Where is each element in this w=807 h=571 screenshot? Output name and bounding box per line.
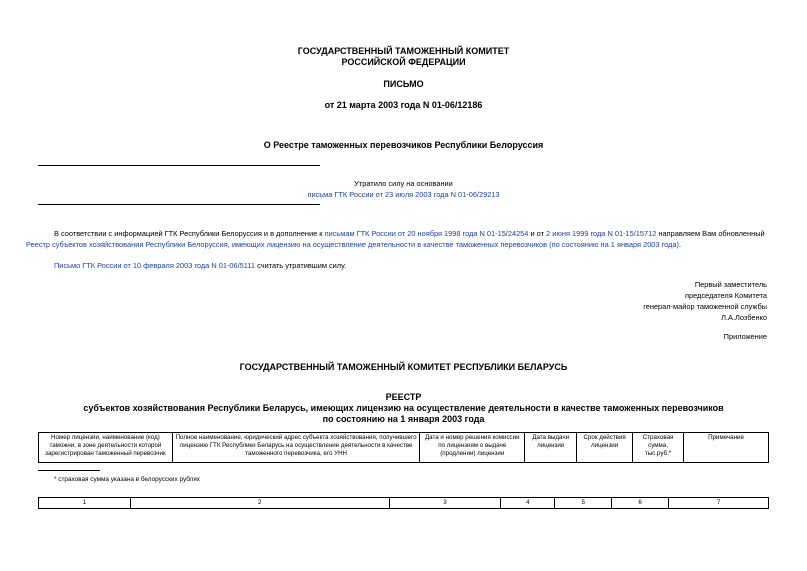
- divider: [38, 165, 320, 166]
- col-number-2: 2: [130, 498, 389, 509]
- para1-text-a: В соответствии с информацией ГТК Республики Белоруссия и в дополнение к: [54, 229, 325, 238]
- registry-title: РЕЕСТР: [385, 392, 422, 402]
- table-header-row: [39, 433, 769, 463]
- col-header-decision: Дата и номер решения комиссии по лицензиям о выдаче (продлении) лицензии: [420, 433, 525, 463]
- footnote-divider: [38, 470, 100, 471]
- col-header-insurance: Страховая сумма, тыс.руб.*: [633, 433, 684, 463]
- para1-link-1999[interactable]: 2 июня 1999 года N 01-15/15712: [546, 229, 657, 238]
- para1-link-registry[interactable]: Реестр субъектов хозяйствования Республики Белоруссия, имеющих лицензию на осуществление деятельности в качестве таможенных перевозчиков (по состоянию на 1 января 2003 года): [26, 240, 679, 249]
- para1-end: .: [678, 240, 682, 249]
- col-header-issue-date: Дата выдачи лицензии: [525, 433, 577, 463]
- col-header-validity: Срок действия лицензии: [577, 433, 633, 463]
- col-number-5: 5: [555, 498, 612, 509]
- registry-number-table: [38, 497, 769, 509]
- registry-subtitle-1: субъектов хозяйствования Республики Беларусь, имеющих лицензию на осуществление деятельности в качестве таможенных перевозчиков: [83, 403, 724, 413]
- registry-header-table: [38, 432, 769, 463]
- body-paragraph-2: [54, 260, 768, 271]
- doc-subject: О Реестре таможенных перевозчиков Республики Белоруссия: [263, 140, 544, 150]
- para1-text-c: направляем Вам обновленный: [656, 229, 765, 238]
- table-row: [39, 498, 769, 509]
- col-number-3: 3: [389, 498, 501, 509]
- footnote: * страховая сумма указана в белорусских рублях: [54, 476, 200, 483]
- signature-name: Л.А.Лозбенко: [721, 313, 767, 322]
- signature-block: [643, 279, 767, 323]
- appendix-label: Приложение: [723, 332, 767, 341]
- para1-text-b: и от: [528, 229, 547, 238]
- org-title-line1: ГОСУДАРСТВЕННЫЙ ТАМОЖЕННЫЙ КОМИТЕТ: [297, 46, 510, 56]
- status-note-link[interactable]: письма ГТК России от 23 июля 2003 года N 01-06/29213: [307, 190, 500, 199]
- doc-type: ПИСЬМО: [383, 79, 424, 89]
- para2-link[interactable]: Письмо ГТК России от 10 февраля 2003 года N 01-06/5111: [54, 261, 256, 270]
- col-header-license: Номер лицензии, наименование (код) таможни, в зоне деятельности которой зарегистрирован таможенный перевозчик: [39, 433, 173, 463]
- col-number-1: 1: [39, 498, 131, 509]
- body-paragraph-1: [26, 228, 768, 250]
- appendix-org: ГОСУДАРСТВЕННЫЙ ТАМОЖЕННЫЙ КОМИТЕТ РЕСПУБЛИКИ БЕЛАРУСЬ: [239, 362, 568, 372]
- signature-line3: генерал-майор таможенной службы: [643, 302, 767, 311]
- signature-line1: Первый заместитель: [694, 280, 767, 289]
- divider: [38, 204, 320, 205]
- para2-text: считать утратившим силу.: [255, 261, 347, 270]
- registry-subtitle-2: по состоянию на 1 января 2003 года: [322, 414, 485, 424]
- col-number-7: 7: [669, 498, 769, 509]
- signature-line2: председателя Комитета: [684, 291, 767, 300]
- col-number-4: 4: [501, 498, 555, 509]
- status-note-line1: Утратило силу на основании: [354, 179, 453, 188]
- para1-link-1998[interactable]: письмам ГТК России от 20 ноября 1998 года N 01-15/24254: [324, 229, 529, 238]
- doc-date-number: от 21 марта 2003 года N 01-06/12186: [324, 100, 483, 110]
- col-number-6: 6: [612, 498, 669, 509]
- org-title-line2: РОССИЙСКОЙ ФЕДЕРАЦИИ: [341, 57, 466, 67]
- col-header-entity: Полное наименование, юридический адрес субъекта хозяйствования, получившего лицензию ГТК Республики Беларусь на осуществление деятельности в качестве таможенного перевозчика, его УНН: [172, 433, 420, 463]
- col-header-note: Примечание: [684, 433, 769, 463]
